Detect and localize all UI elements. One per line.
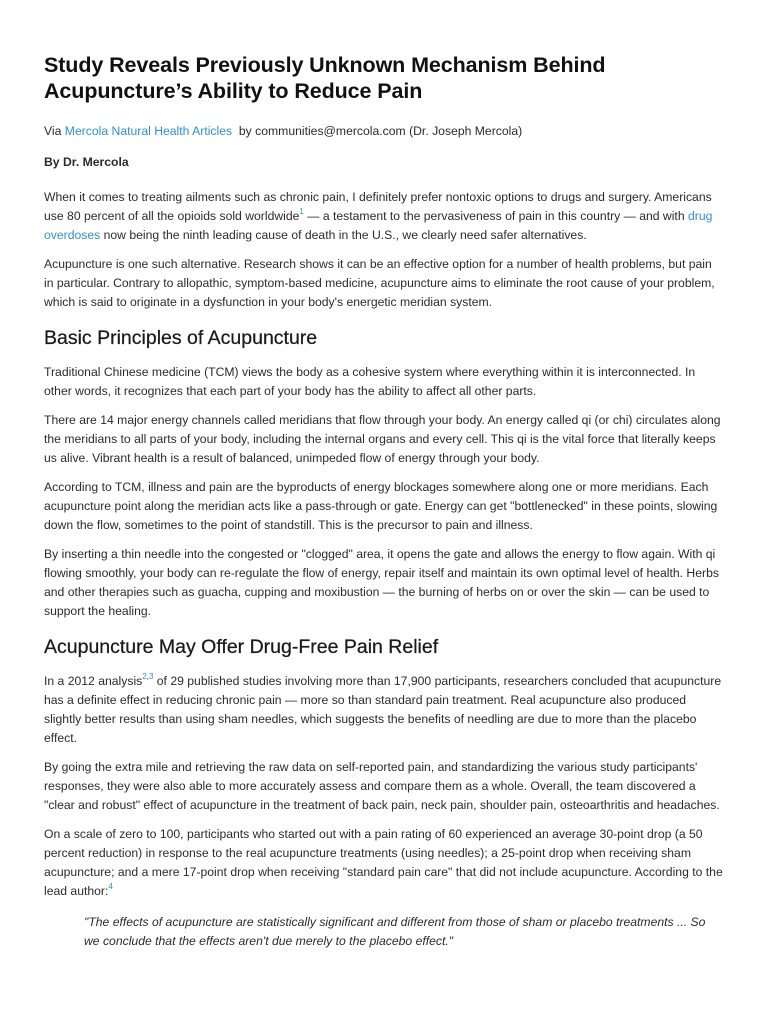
paragraph-9-text: On a scale of zero to 100, participants who started out with a pain rating of 60 experienced an average 30-point drop (a 50 percent reduction) in response to the real acupuncture treatments (using needles); a 25-point drop when receiving sham acupuncture; and a mere 17-point drop when receiving "standard pain care" that did not include acupuncture. According to the lead author: <box>44 827 723 898</box>
footnote-link-4[interactable]: 4 <box>108 881 113 891</box>
paragraph-1-text-c: now being the ninth leading cause of death in the U.S., we clearly need safer alternatives. <box>100 228 587 242</box>
footnote-separator: , <box>146 671 149 681</box>
paragraph-4: There are 14 major energy channels called meridians that flow through your body. An energy called qi (or chi) circulates along the meridians to all parts of your body, including the internal organs and every cell. This qi is the vital force that literally keeps us alive. Vibrant health is a result of balanced, unimpeded flow of energy through your body. <box>44 413 721 465</box>
paragraph-2: Acupuncture is one such alternative. Research shows it can be an effective option for a number of health problems, but pain in particular. Contrary to allopathic, symptom-based medicine, acupuncture aims to eliminate the root cause of your problem, which is said to originate in a dysfunction in your body's energetic meridian system. <box>44 257 715 309</box>
footnote-link-2[interactable]: 2 <box>142 671 147 681</box>
paragraph-5: According to TCM, illness and pain are the byproducts of energy blockages somewhere along one or more meridians. Each acupuncture point along the meridian acts like a pass-through or gate. Energy can get "bottlenecked" in these points, slowing down the flow, sometimes to the point of standstill. This is the precursor to pain and illness. <box>44 480 718 532</box>
paragraph-7 <box>44 672 724 748</box>
paragraph-3: Traditional Chinese medicine (TCM) views the body as a cohesive system where everything within it is interconnected. In other words, it recognizes that each part of your body has the ability to affect all other parts. <box>44 365 696 398</box>
source-link[interactable]: Mercola Natural Health Articles <box>64 124 233 138</box>
paragraph-7-text-b: of 29 published studies involving more than 17,900 participants, researchers concluded that acupuncture has a definite effect in reducing chronic pain — more so than standard pain treatment. Real acupuncture also produced slightly better results than using sham needles, which suggests the benefits of needling are due to more than the placebo effect. <box>44 674 722 745</box>
section-heading-drug-free-pain-relief: Acupuncture May Offer Drug-Free Pain Relief <box>44 636 439 658</box>
footnote-link-3[interactable]: 3 <box>148 671 154 681</box>
via-line <box>44 122 724 141</box>
footnote-ref-4[interactable] <box>108 882 112 891</box>
paragraph-1 <box>44 188 724 245</box>
paragraph-8: By going the extra mile and retrieving the raw data on self-reported pain, and standardizing the various study participants' responses, they were also able to more accurately assess and compare them as a whole. Overall, the team discovered a "clear and robust" effect of acupuncture in the treatment of back pain, neck pain, shoulder pain, osteoarthritis and headaches. <box>44 760 720 812</box>
paragraph-1-text-a: When it comes to treating ailments such as chronic pain, I definitely prefer nontoxic options to drugs and surgery. Americans use 80 percent of all the opioids sold worldwide <box>44 190 712 223</box>
drug-overdoses-link[interactable]: drug overdoses <box>44 209 713 242</box>
footnote-ref-2-3 <box>142 672 153 681</box>
via-prefix: Via <box>44 124 62 138</box>
lead-author-quote: "The effects of acupuncture are statistically significant and different from those of sham or placebo treatments ... So we conclude that the effects aren't due merely to the placebo effect." <box>84 915 706 948</box>
byline: By Dr. Mercola <box>44 155 129 169</box>
via-author: by communities@mercola.com (Dr. Joseph Mercola) <box>238 124 523 138</box>
paragraph-1-text-b: — a testament to the pervasiveness of pain in this country — and with <box>303 209 688 223</box>
section-heading-basic-principles: Basic Principles of Acupuncture <box>44 327 318 349</box>
paragraph-6: By inserting a thin needle into the congested or "clogged" area, it opens the gate and allows the energy to flow again. With qi flowing smoothly, your body can re-regulate the flow of energy, repair itself and maintain its own optimal level of health. Herbs and other therapies such as guacha, cupping and moxibustion — the burning of herbs on or over the skin — can be used to support the healing. <box>44 547 719 618</box>
article-title: Study Reveals Previously Unknown Mechanism Behind Acupuncture’s Ability to Reduce Pain <box>44 53 606 103</box>
paragraph-7-text-a: In a 2012 analysis <box>44 674 143 688</box>
footnote-link-1[interactable]: 1 <box>299 206 304 216</box>
footnote-ref-1[interactable] <box>299 207 303 216</box>
paragraph-9 <box>44 825 724 901</box>
